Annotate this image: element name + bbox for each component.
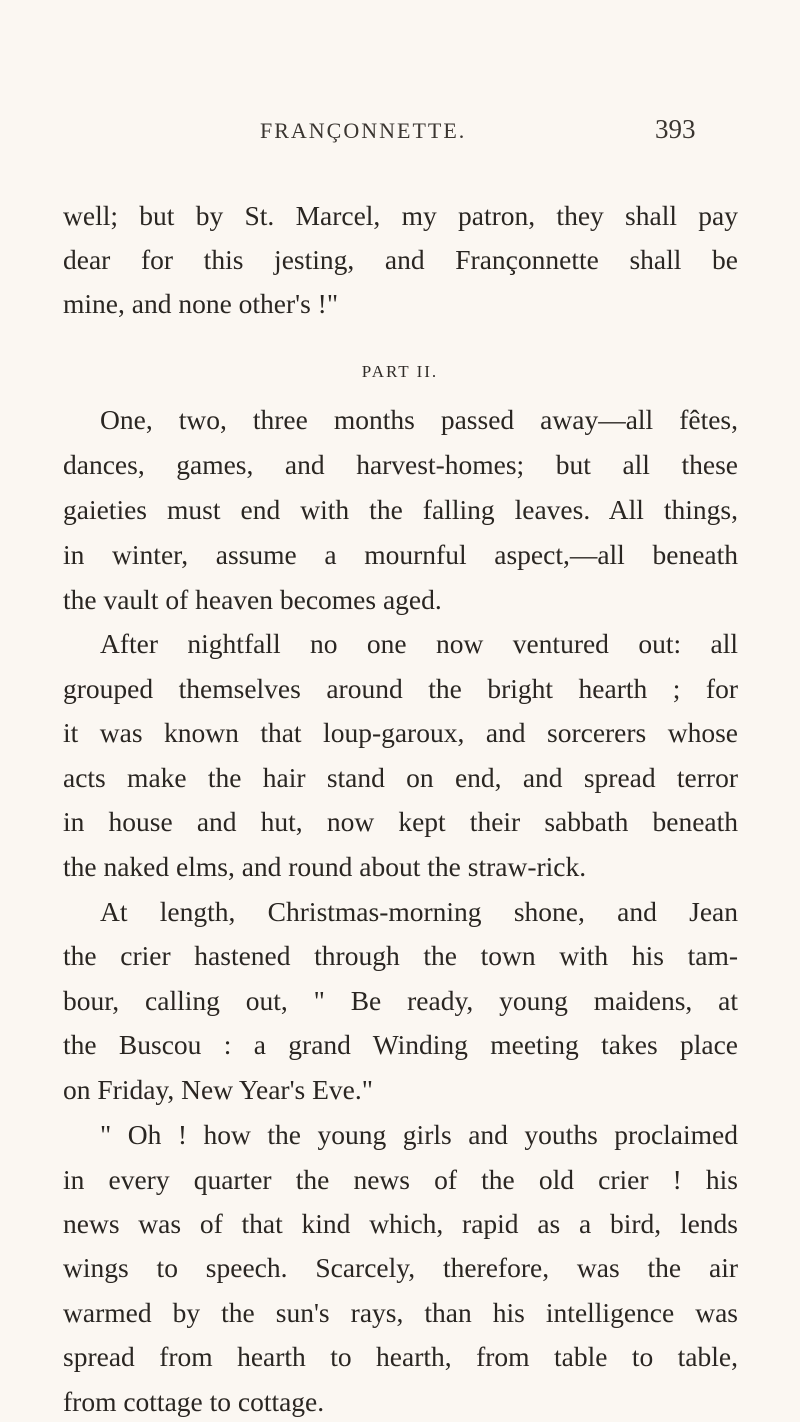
- running-head: FRANÇONNETTE.: [260, 118, 467, 143]
- text-line: At length, Christmas-morning shone, and Jean: [100, 896, 738, 927]
- text-line: warmed by the sun's rays, than his intelligence was: [63, 1297, 738, 1328]
- text-line: mine, and none other's !": [63, 288, 339, 319]
- text-line: news was of that kind which, rapid as a bird, lends: [63, 1208, 738, 1239]
- text-line: grouped themselves around the bright hearth ; for: [63, 673, 738, 704]
- text-line: the vault of heaven becomes aged.: [63, 584, 442, 615]
- page-header: [0, 114, 800, 158]
- text-line: well; but by St. Marcel, my patron, they shall pay: [63, 200, 738, 231]
- text-line: wings to speech. Scarcely, therefore, was the air: [63, 1252, 738, 1283]
- text-line: dear for this jesting, and Françonnette shall be: [63, 244, 738, 275]
- text-line: dances, games, and harvest-homes; but all these: [63, 449, 738, 480]
- text-line: " Oh ! how the young girls and youths proclaimed: [100, 1119, 738, 1150]
- text-line: in every quarter the news of the old crier ! his: [63, 1164, 738, 1195]
- text-line: from cottage to cottage.: [63, 1386, 325, 1417]
- text-line: gaieties must end with the falling leaves. All things,: [63, 494, 738, 525]
- text-line: it was known that loup-garoux, and sorcerers whose: [63, 717, 738, 748]
- text-line: the naked elms, and round about the straw-rick.: [63, 851, 587, 882]
- text-line: in house and hut, now kept their sabbath beneath: [63, 806, 738, 837]
- page-number: 393: [655, 114, 696, 144]
- section-heading: PART II.: [361, 362, 439, 381]
- text-line: the crier hastened through the town with his tam-: [63, 940, 738, 971]
- text-line: on Friday, New Year's Eve.": [63, 1074, 373, 1105]
- text-line: One, two, three months passed away—all fêtes,: [100, 404, 738, 435]
- text-line: After nightfall no one now ventured out: all: [100, 628, 738, 659]
- text-line: spread from hearth to hearth, from table to table,: [63, 1341, 738, 1372]
- text-line: in winter, assume a mournful aspect,—all beneath: [63, 539, 738, 570]
- text-line: acts make the hair stand on end, and spread terror: [63, 762, 738, 793]
- text-line: the Buscou : a grand Winding meeting takes place: [63, 1029, 738, 1060]
- text-line: bour, calling out, " Be ready, young maidens, at: [63, 985, 738, 1016]
